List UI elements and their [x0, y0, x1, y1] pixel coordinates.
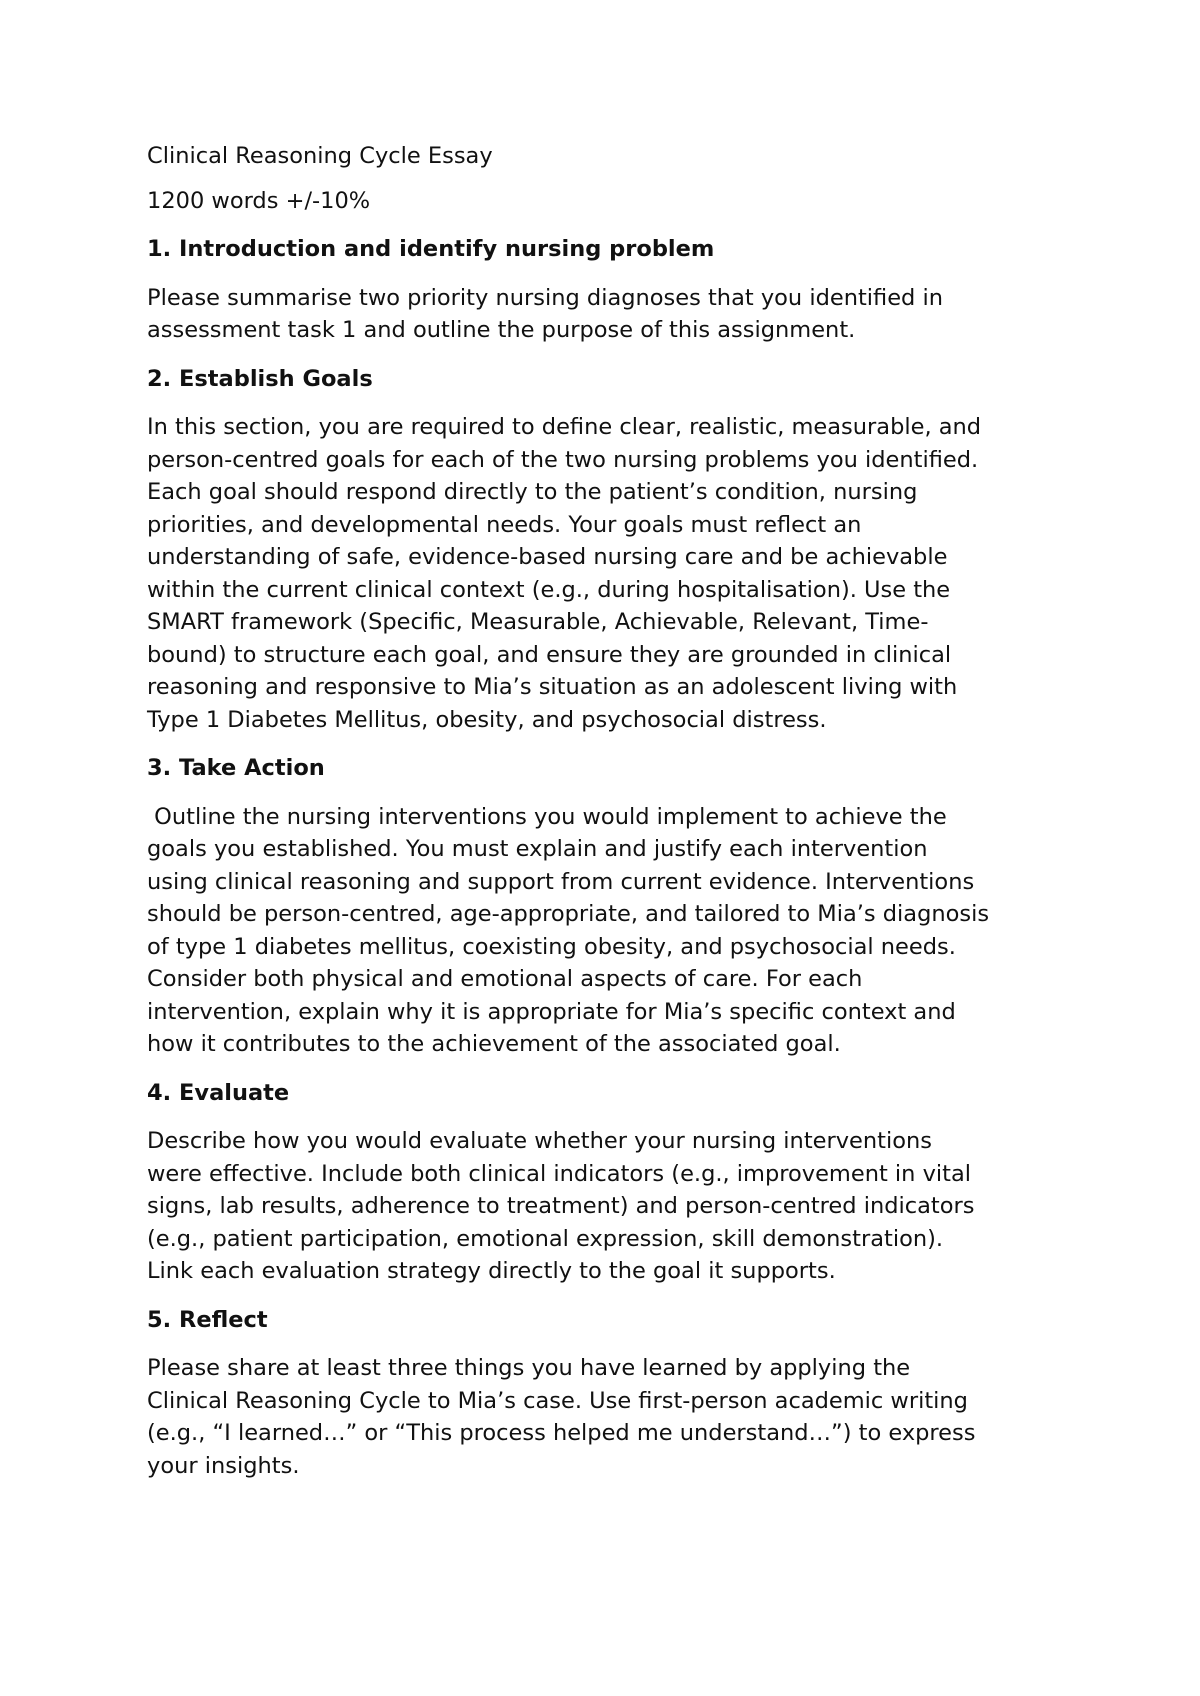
text-line: Each goal should respond directly to the patient’s condition, nursing: [147, 479, 918, 505]
text-line: Please share at least three things you have learned by applying the: [147, 1355, 911, 1381]
text-line: reasoning and responsive to Mia’s situation as an adolescent living with: [147, 674, 958, 700]
document-title: Clinical Reasoning Cycle Essay: [147, 143, 493, 169]
text-line: (e.g., patient participation, emotional expression, skill demonstration).: [147, 1225, 944, 1252]
text-line: In this section, you are required to define clear, realistic, measurable, and: [147, 414, 982, 440]
text-line: Clinical Reasoning Cycle to Mia’s case. Use first-person academic writing: [147, 1387, 968, 1414]
text-line: understanding of safe, evidence-based nursing care and be achievable: [147, 544, 948, 570]
text-line: signs, lab results, adherence to treatment) and person-centred indicators: [147, 1193, 975, 1219]
text-line: of type 1 diabetes mellitus, coexisting obesity, and psychosocial needs.: [147, 933, 956, 960]
text-line: within the current clinical context (e.g., during hospitalisation). Use the: [147, 576, 951, 603]
text-line: (e.g., “I learned…” or “This process helped me understand…”) to express: [147, 1420, 976, 1446]
text-line: person-centred goals for each of the two nursing problems you identified.: [147, 446, 979, 473]
text-line: assessment task 1 and outline the purpose of this assignment.: [147, 317, 856, 343]
text-line: priorities, and developmental needs. Your goals must reflect an: [147, 511, 862, 538]
word-count: 1200 words +/-10%: [147, 187, 371, 214]
section-heading-introduction: 1. Introduction and identify nursing problem: [147, 236, 715, 262]
text-line: Please summarise two priority nursing diagnoses that you identified in: [147, 284, 943, 311]
text-line: goals you established. You must explain and justify each intervention: [147, 836, 928, 862]
section-body-take-action: [147, 801, 1077, 1061]
text-line: bound) to structure each goal, and ensure they are grounded in clinical: [147, 641, 952, 668]
section-heading-take-action: 3. Take Action: [147, 755, 325, 781]
text-line: were effective. Include both clinical indicators (e.g., improvement in vital: [147, 1160, 972, 1187]
section-heading-evaluate: 4. Evaluate: [147, 1079, 290, 1106]
text-line: your insights.: [147, 1452, 300, 1479]
section-heading-establish-goals: 2. Establish Goals: [147, 365, 373, 392]
text-line: Describe how you would evaluate whether your nursing interventions: [147, 1128, 932, 1154]
section-body-reflect: [147, 1352, 1077, 1482]
text-line: Type 1 Diabetes Mellitus, obesity, and psychosocial distress.: [147, 706, 827, 733]
section-body-establish-goals: [147, 411, 1077, 736]
text-line: using clinical reasoning and support from current evidence. Interventions: [147, 868, 975, 895]
text-line: Outline the nursing interventions you would implement to achieve the: [147, 803, 947, 830]
text-line: how it contributes to the achievement of the associated goal.: [147, 1031, 841, 1057]
section-body-evaluate: [147, 1125, 1077, 1288]
text-line: intervention, explain why it is appropriate for Mia’s specific context and: [147, 998, 956, 1025]
section-heading-reflect: 5. Reflect: [147, 1306, 268, 1333]
document-page: [147, 140, 1077, 1498]
section-body-introduction: [147, 282, 1077, 347]
text-line: Consider both physical and emotional aspects of care. For each: [147, 966, 863, 992]
text-line: should be person-centred, age-appropriate, and tailored to Mia’s diagnosis: [147, 901, 990, 927]
text-line: Link each evaluation strategy directly to the goal it supports.: [147, 1258, 836, 1284]
text-line: SMART framework (Specific, Measurable, Achievable, Relevant, Time-: [147, 609, 929, 635]
